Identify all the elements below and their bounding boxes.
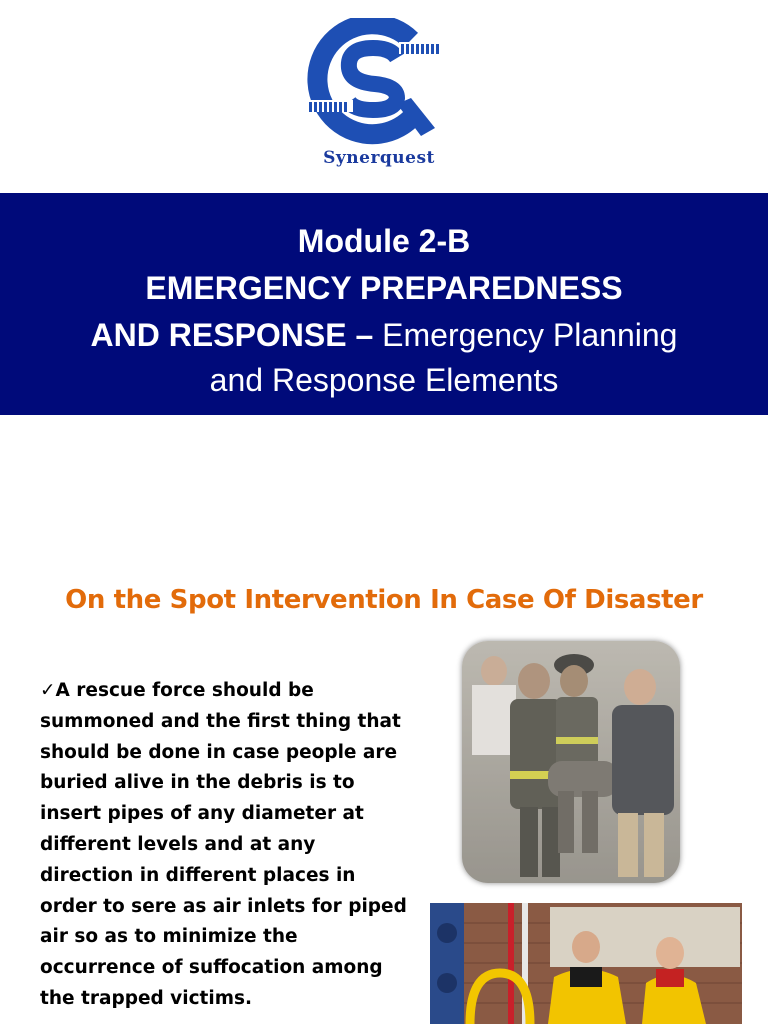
bullet-line-text: A rescue force should be [55,680,314,701]
title-line-3-bold: AND RESPONSE – [90,317,374,353]
checkmark-icon: ✓ [40,680,56,701]
synerquest-logo [293,18,465,176]
bullet-line: insert pipes of any diameter at [40,803,364,825]
rescue-workers-photo [430,903,742,1024]
title-line-3 [0,315,768,355]
section-heading: On the Spot Intervention In Case Of Disaster [65,585,703,615]
module-title: Module 2-B [297,223,471,259]
synerquest-sq-logo-icon [293,18,465,148]
bullet-line: summoned and the first thing that [40,710,401,732]
bullet-paragraph [40,676,420,1015]
title-line-4: and Response Elements [209,362,559,398]
bullet-line [40,676,420,707]
bullet-line: should be done in case people are [40,741,398,763]
title-banner [0,193,768,415]
bullet-line: the trapped victims. [40,987,253,1009]
bullet-line: occurrence of suffocation among [40,957,383,979]
bullet-line: air so as to minimize the [40,926,298,948]
bullet-line: direction in different places in [40,864,356,886]
bullet-line: buried alive in the debris is to [40,772,355,794]
title-line-3-regular: Emergency Planning [373,317,678,353]
logo-wordmark: Synerquest [323,148,435,168]
bullet-line: order to sere as air inlets for piped [40,895,407,917]
bullet-line: different levels and at any [40,833,316,855]
firefighters-rescue-photo [462,641,680,883]
title-line-2: EMERGENCY PREPAREDNESS [145,270,623,306]
